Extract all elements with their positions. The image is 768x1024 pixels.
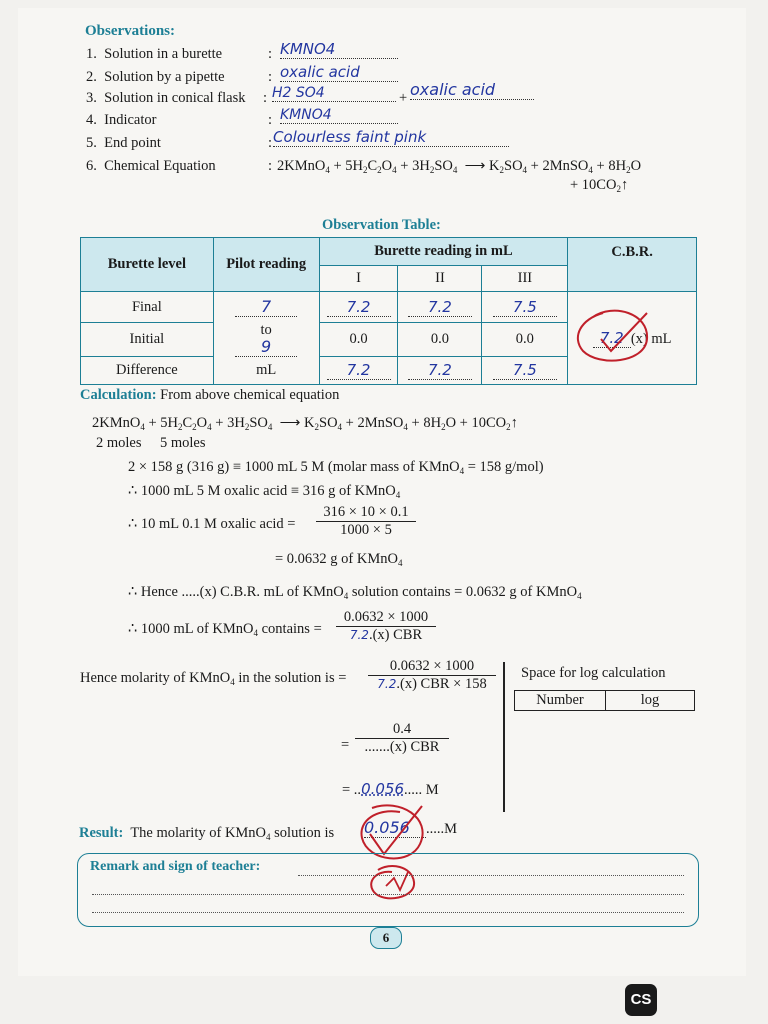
fraction-1: $\frac{316 \times 10 \times 0.1}{1000 \times 5}$ (316, 504, 416, 539)
final-trial-1: 7.2 (319, 292, 398, 323)
chemical-equation-cont: + $10CO_2↑$ (570, 177, 629, 194)
observations-heading: Observations: (85, 23, 175, 39)
molarity-line: Hence molarity of KMnO$_4$ in the solution is = (80, 670, 347, 687)
pilot-from-cell: 7 (213, 292, 319, 323)
pilot-unit-cell: mL (213, 357, 319, 385)
remark-line-1 (298, 875, 684, 876)
observation-value-5: Colourless faint pink (273, 128, 509, 147)
result-unit: .....M (426, 821, 458, 837)
pilot-to-cell: to 9 (213, 323, 319, 357)
difference-trial-2: 7.2 (398, 357, 482, 385)
fraction-4: 0.4 .......(x) CBR (355, 721, 449, 756)
equals-sign-2: = (341, 737, 350, 753)
remark-box (77, 853, 699, 927)
log-divider-line (503, 662, 505, 812)
observation-item-5: 5. End point (86, 135, 161, 151)
fraction-2: 0.0632 × 1000 7.2.(x) CBR (336, 609, 436, 644)
observation-sep-1: : (268, 46, 273, 62)
log-table (514, 690, 695, 711)
observation-sep-2: : (268, 69, 273, 85)
initial-trial-2: 0.0 (398, 323, 482, 357)
plus-sign: + (399, 90, 408, 106)
remark-line-2 (92, 894, 684, 895)
trial-label-3: III (482, 266, 568, 292)
moles-5: 5 moles (160, 435, 206, 451)
log-space-title: Space for log calculation (521, 665, 666, 681)
final-molarity-line: = ..0.056..... M (342, 780, 439, 798)
header-cbr: C.B.R. (568, 238, 697, 292)
fraction-3: 0.0632 × 1000 7.2.(x) CBR × 158 (368, 658, 496, 693)
observation-value-1: KMNO4 (280, 40, 398, 59)
observation-value-2: oxalic acid (280, 63, 398, 82)
row-label-final: Final (81, 292, 214, 323)
observation-item-1: 1. Solution in a burette (86, 46, 223, 62)
final-molarity-value: 0.056 (361, 780, 405, 798)
row-label-initial: Initial (81, 323, 214, 357)
cbr-value: 7.2 (593, 329, 631, 348)
result-line: Result: The molarity of KMnO$_4$ solution is (79, 825, 335, 842)
ten-ml-line: ∴ 10 mL 0.1 M oxalic acid = (128, 516, 296, 532)
header-burette-level: Burette level (81, 238, 214, 292)
trial-label-1: I (319, 266, 398, 292)
observation-table (80, 237, 697, 385)
initial-trial-1: 0.0 (319, 323, 398, 357)
observation-sep-3: : (263, 90, 268, 106)
log-header-number: Number (515, 691, 606, 711)
result-value: 0.056 (364, 818, 426, 838)
molar-mass-line: 2 × 158 g (316 g) ≡ 1000 mL 5 M (molar mass of KMnO$_4$ = 158 g/mol) (128, 459, 544, 476)
observation-value-3-extra: oxalic acid (410, 80, 534, 100)
header-burette-reading: Burette reading in mL (319, 238, 568, 266)
observation-sep-5: : (268, 135, 273, 151)
remark-line-3 (92, 912, 684, 913)
thousand-ml-line: ∴ 1000 mL of KMnO$_4$ contains = (128, 621, 322, 638)
moles-2: 2 moles (96, 435, 142, 451)
camscanner-logo: CS (625, 984, 657, 1016)
hence-cbr-line: ∴ Hence .....(x) C.B.R. mL of KMnO$_4$ solution contains = 0.0632 g of KMnO$_4$ (128, 584, 582, 601)
observation-value-4: KMNO4 (280, 106, 398, 124)
teacher-circle-mark (573, 307, 659, 369)
result-line-1: = 0.0632 g of KMnO$_4$ (275, 551, 403, 568)
page-number: 6 (370, 927, 402, 949)
chemical-equation: 2KMnO$_4$ + $5H_2C_2O_4 + 3H_2SO_4$ ⟶ $K_2SO_4$ + 2MnSO$_4$ + $8H_2O$ (277, 158, 642, 175)
final-trial-3: 7.5 (482, 292, 568, 323)
observation-item-3: 3. Solution in conical flask (86, 90, 246, 106)
calc-equation: 2KMnO$_4$ + $5H_2C_2O_4 + 3H_2SO_4$ ⟶ $K_2SO_4$ + 2MnSO$_4$ + $8H_2O$ + $10CO_2↑$ (92, 415, 518, 432)
remark-label: Remark and sign of teacher: (90, 859, 261, 874)
cbr-suffix: (x) mL (630, 330, 672, 347)
trial-label-2: II (398, 266, 482, 292)
row-label-difference: Difference (81, 357, 214, 385)
observation-item-4: 4. Indicator (86, 112, 157, 128)
result-heading: Result: (79, 825, 124, 841)
header-pilot-reading: Pilot reading (213, 238, 319, 292)
difference-trial-3: 7.5 (482, 357, 568, 385)
calculation-intro: From above chemical equation (160, 387, 340, 403)
calculation-heading: Calculation: (80, 387, 157, 403)
observation-item-2: 2. Solution by a pipette (86, 69, 225, 85)
table-title: Observation Table: (322, 217, 441, 233)
difference-trial-1: 7.2 (319, 357, 398, 385)
initial-trial-3: 0.0 (482, 323, 568, 357)
observation-item-6: 6. Chemical Equation (86, 158, 216, 174)
observation-sep-6: : (268, 158, 273, 174)
cbr-cell (568, 292, 697, 385)
therefore-line-1: ∴ 1000 mL 5 M oxalic acid ≡ 316 g of KMnO$_4$ (128, 483, 401, 500)
final-trial-2: 7.2 (398, 292, 482, 323)
calculation-line (80, 387, 339, 404)
observation-value-3: H2 SO4 (272, 84, 396, 102)
log-header-log: log (606, 691, 695, 711)
observation-sep-4: : (268, 112, 273, 128)
